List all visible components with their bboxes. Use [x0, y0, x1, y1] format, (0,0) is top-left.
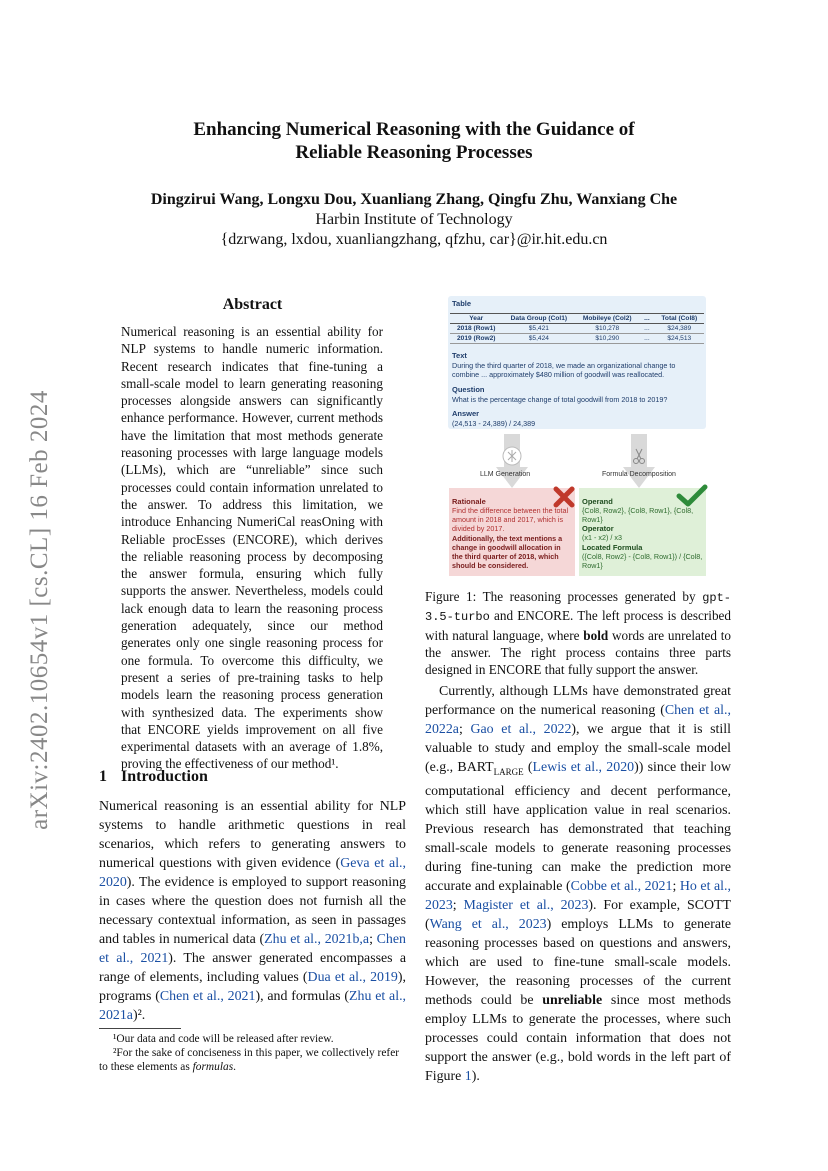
- author-names: Dingzirui Wang, Longxu Dou, Xuanliang Zhang, Qingfu Zhu, Wanxiang Che: [150, 191, 678, 208]
- inline-code: gpt-3.5-turbo: [425, 591, 731, 625]
- table-header-cell: Mobileye (Col2): [575, 314, 639, 324]
- llm-icon: [503, 447, 521, 465]
- figure-caption: [425, 588, 731, 678]
- abstract-heading: Abstract: [222, 296, 283, 313]
- text-run: Numerical reasoning is an essential ability for NLP systems to handle arithmetic questions in real scenarios, which refers to generating answers to numerical questions with given evidence (: [99, 799, 406, 871]
- table-header-cell: Data Group (Col1): [502, 314, 575, 324]
- table-cell: $10,290: [575, 334, 639, 344]
- table-cell: 2019 (Row2): [450, 334, 502, 344]
- abstract-text: Numerical reasoning is an essential ability for NLP systems to handle numeric information. Recent research indicates that fine-tuning a small-scale model to learn generating reasoning processes alongside answers can significantly enhance performance. However, current methods have the limitation that most methods generate reasoning processes with large language models (LLMs), which are “unreliable” since such processes could contain information unrelated to the answer. To address this limitation, we introduce Enhancing NumeriCal reasOning with Reliable procEsses (ENCORE), which derives the reliable reasoning process by decomposing the answer formula, ensuring which fully supports the answer. Nevertheless, models could lack enough data to learn the reasoning process generation adequately, since our method generates only one single reasoning process for one formula. To overcome this difficulty, we present a series of pre-training tasks to help models learn the reasoning process generation with synthesized data. The experiments show that ENCORE yields improvement on all five experimental datasets with an average of 1.8%, proving the effectiveness of our method¹.: [121, 324, 383, 772]
- table-cell: 2018 (Row1): [450, 324, 502, 334]
- text-run: Currently, although LLMs have demonstrated great performance on the numerical reasoning (: [425, 684, 731, 718]
- text-run: since most methods employ LLMs to generate the processes, where such processes could contain information that does not support the answer (e.g., bold words in the left part of Figure: [425, 992, 731, 1084]
- section-heading: [99, 768, 406, 786]
- answer-label: Answer: [452, 409, 480, 418]
- text-run: ;: [452, 897, 464, 913]
- table-cell: ...: [639, 324, 654, 334]
- text-run: and ENCORE. The left process is described with natural language, where: [425, 608, 731, 643]
- operator-text: (x1 - x2) / x3: [582, 533, 622, 543]
- formula-decomposition-label: Formula Decomposition: [602, 471, 676, 478]
- table-cell: $24,389: [655, 324, 704, 334]
- bold-text: unreliable: [542, 992, 603, 1008]
- text-run: ;: [672, 878, 680, 894]
- table-row: [450, 324, 704, 334]
- section-title: Introduction: [121, 768, 208, 785]
- title-line-2: Reliable Reasoning Processes: [295, 142, 533, 163]
- citation-link[interactable]: Gao et al., 2022: [470, 722, 572, 737]
- table-cell: $24,513: [655, 334, 704, 344]
- operand-text: {Col8, Row2}, {Col8, Row1}, {Col8, Row1}: [582, 506, 694, 525]
- table-cell: $5,421: [502, 324, 575, 334]
- text-label: Text: [452, 351, 467, 360]
- text-run: ). For example, SCOTT (: [425, 897, 731, 932]
- figure-question: What is the percentage change of total goodwill from 2018 to 2019?: [452, 395, 668, 404]
- intro-paragraph: [99, 797, 406, 1025]
- author-block: [100, 190, 728, 250]
- footnote-1: ¹Our data and code will be released after review.: [113, 1033, 334, 1045]
- located-formula-label: Located Formula: [582, 542, 643, 552]
- text-run: Figure 1: The reasoning processes generated by: [425, 589, 703, 604]
- citation-link[interactable]: Geva et al., 2020: [99, 856, 407, 890]
- rationale-content: [452, 497, 570, 570]
- figure-arrows: [448, 432, 708, 490]
- citation-link[interactable]: Ho et al., 2023: [425, 878, 731, 913]
- paper-title: [100, 118, 728, 164]
- wrong-icon: [553, 486, 575, 508]
- text-run: ), programs (: [99, 970, 406, 1004]
- text-run: .: [233, 1061, 237, 1073]
- right-paragraph: [425, 682, 731, 1086]
- rationale-text: Find the difference between the total amount in 2018 and 2017, which is divided by 2017.: [452, 506, 569, 534]
- footnote-rule: [99, 1028, 181, 1029]
- operand-label: Operand: [582, 497, 613, 506]
- text-run: ), we argue that it is still valuable to study and employ the small-scale model (e.g., BART: [425, 722, 731, 775]
- table-cell: $5,424: [502, 334, 575, 344]
- section-number: 1: [99, 768, 107, 785]
- text-run: ²For the sake of conciseness in this paper, we collectively refer to these elements as: [99, 1047, 400, 1073]
- affiliation: Harbin Institute of Technology: [315, 211, 513, 228]
- table-header-cell: Total (Col8): [655, 314, 704, 324]
- text-run: ) employs LLMs to generate reasoning processes based on questions and answers, which are used to fine-tune small-scale models. However, the reasoning processes of the current methods could be: [425, 916, 732, 1008]
- figure-ref-link[interactable]: 1: [464, 1068, 472, 1084]
- figure-answer: (24,513 - 24,389) / 24,389: [452, 419, 536, 428]
- figure-text: During the third quarter of 2018, we made an organizational change to combine ... approximately $480 million of goodwill was reallocated.: [452, 361, 676, 380]
- citation-link[interactable]: Lewis et al., 2020: [532, 760, 635, 775]
- citation-link[interactable]: Zhu et al., 2021a: [99, 989, 407, 1023]
- arxiv-sidebar: [20, 370, 60, 850]
- table-row: [450, 334, 704, 344]
- figure-table: [450, 313, 704, 344]
- located-formula-text: ({Col8, Row2} - {Col8, Row1}) / {Col8, Row1}: [582, 551, 703, 570]
- rationale-bold-text: Additionally, the text mentions a change in goodwill allocation in the third quarter of 2018, which should be considered.: [452, 533, 563, 571]
- operator-label: Operator: [582, 524, 614, 534]
- check-icon: [676, 484, 708, 508]
- emails: {dzrwang, lxdou, xuanliangzhang, qfzhu, car}@ir.hit.edu.cn: [220, 231, 608, 248]
- text-run: )) since their low computational efficiency and decent performance, which still have application value in real scenarios. Previous research has demonstrated that teaching small-scale models to generate reasoning processes during fine-tuning can make the prediction more accurate and explainable (: [425, 760, 731, 894]
- bold-text: bold: [583, 627, 609, 643]
- citation-link[interactable]: Cobbe et al., 2021: [570, 878, 673, 894]
- footnote-2: [99, 1046, 406, 1074]
- citation-link[interactable]: Chen et al., 2021: [99, 932, 406, 966]
- text-run: formulas: [192, 1061, 234, 1073]
- table-label: Table: [452, 299, 472, 308]
- text-run: words are unrelated to the answer. The right process contains three parts designed in ENCORE that fully support the answer.: [425, 627, 732, 678]
- text-run: (: [523, 760, 533, 775]
- text-run: ).: [471, 1068, 480, 1084]
- llm-generation-label: LLM Generation: [480, 471, 531, 478]
- question-label: Question: [452, 385, 485, 394]
- footnotes: [99, 1032, 406, 1074]
- citation-link[interactable]: Wang et al., 2023: [429, 916, 547, 932]
- text-run: ). The answer generated encompasses a range of elements, including values (: [99, 951, 406, 985]
- table-header-cell: ...: [639, 314, 654, 324]
- text-run: ;: [458, 722, 471, 737]
- arxiv-identifier: arXiv:2402.10654v1 [cs.CL] 16 Feb 2024: [26, 390, 53, 830]
- table-cell: $10,278: [575, 324, 639, 334]
- table-header-row: [450, 314, 704, 324]
- citation-link[interactable]: Magister et al., 2023: [463, 897, 589, 913]
- rationale-label: Rationale: [452, 497, 486, 506]
- title-line-1: Enhancing Numerical Reasoning with the Guidance of: [193, 119, 635, 140]
- text-run: )².: [132, 1008, 146, 1023]
- text-run: ). The evidence is employed to support reasoning in cases where the question does not furnish all the necessary contextual information, as seen in passages and tables in numerical data (: [99, 875, 406, 947]
- citation-link[interactable]: Dua et al., 2019: [307, 970, 398, 985]
- table-header-cell: Year: [450, 314, 502, 324]
- citation-link[interactable]: Zhu et al., 2021b,a: [264, 932, 370, 947]
- subscript: LARGE: [493, 766, 524, 777]
- citation-link[interactable]: Chen et al., 2022a: [425, 703, 731, 737]
- text-run: ;: [369, 932, 377, 947]
- citation-link[interactable]: Chen et al., 2021: [159, 989, 256, 1004]
- table-cell: ...: [639, 334, 654, 344]
- text-run: ), and formulas (: [255, 989, 350, 1004]
